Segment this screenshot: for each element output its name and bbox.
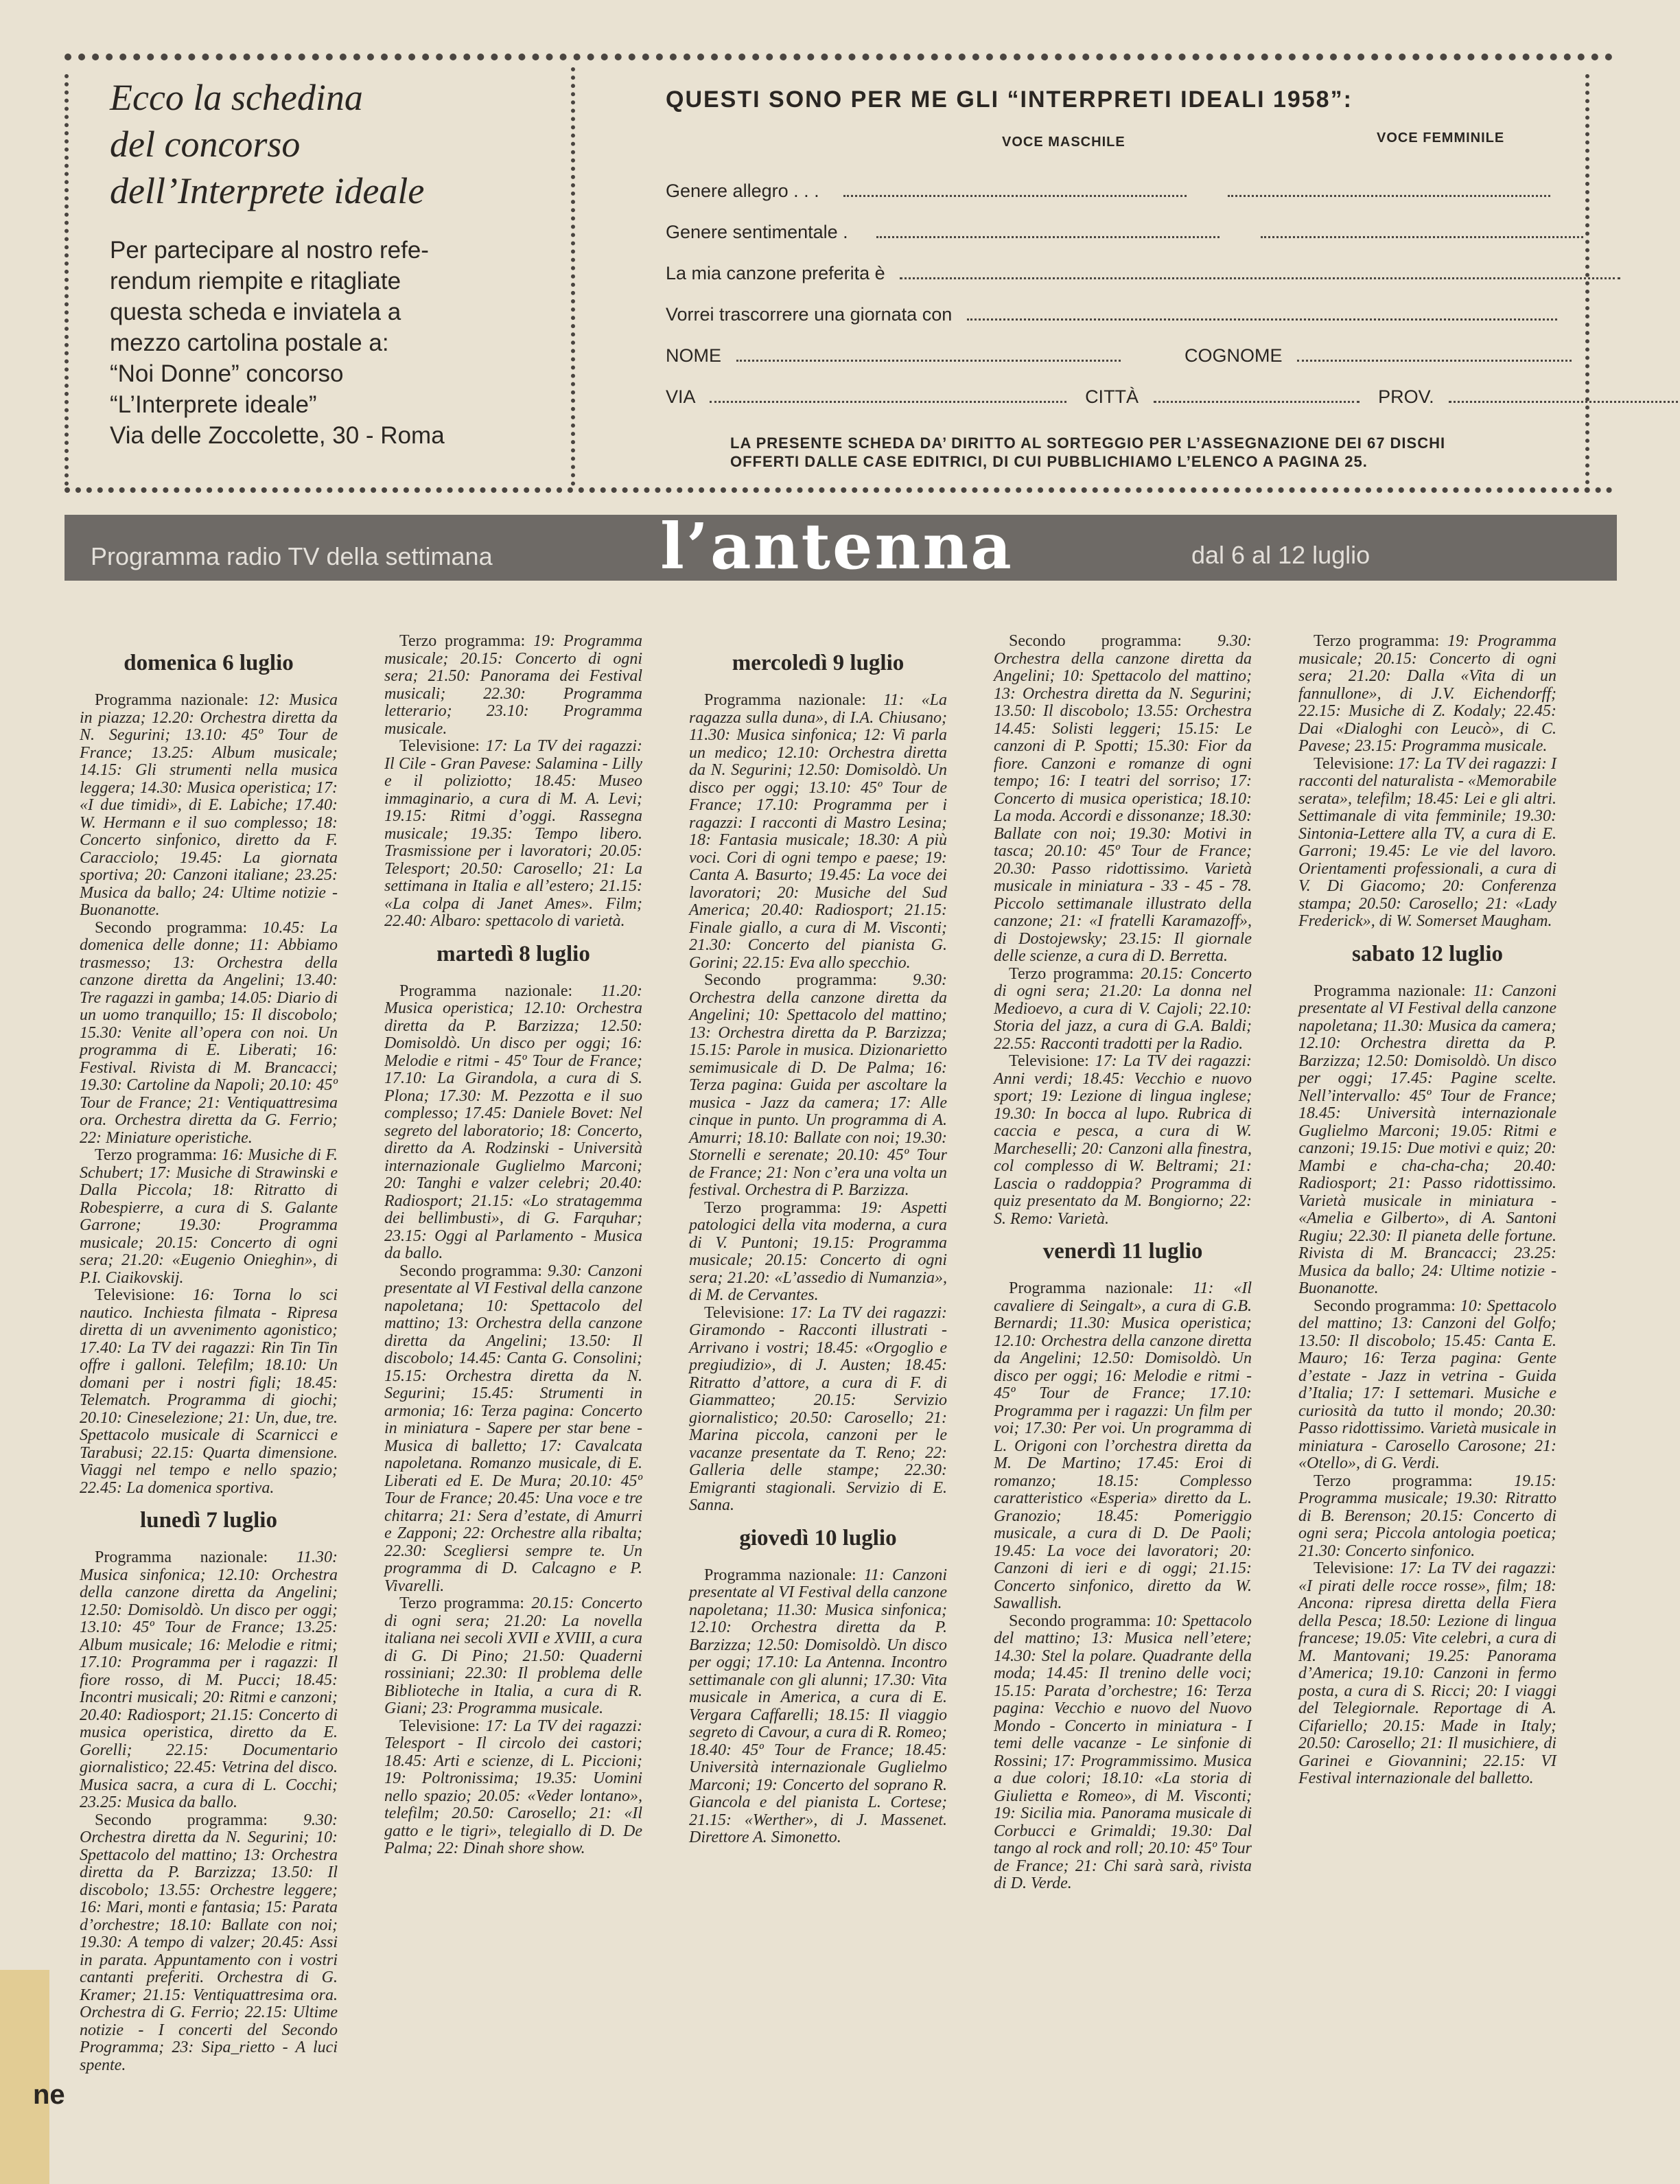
day-heading-domenica: domenica 6 luglio	[124, 651, 294, 675]
program-entry	[1298, 1560, 1556, 1788]
program-text: 10.45: La domenica delle donne; 11: Abbiamo trasmesso; 13: Orchestra della canzone diretta da Angelini; 13.40: Tre ragazzi in gamba; 14.05: Diario di un uomo tranquillo; 15: Il discobolo; 15.30: Venite all’opera con noi. Un programma di E. Liberati; 16: Festival. Rivista di M. Brancacci; 19.30: Cartoline da Napoli; 20.10: 45º Tour de France; 21: Ventiquattresima ora. Orchestra diretta da G. Ferrio; 22: Miniature operistiche.	[80, 918, 338, 1147]
coupon-title-line: dell’Interprete ideale	[110, 170, 425, 211]
program-text: 17: La TV dei ragazzi: «I pirati delle rocce rosse», film; 18: Ancona: ripresa diretta della Fiera della Pesca; 18.50: Lezione di lingua francese; 19.05: Vite celebri, a cura di M. Mantovani; 19.25: Panorama d’America; 19.10: Canzoni in fermo posta, a cura di S. Ricci; 20: I viaggi del Telegiornale. Reportage di A. Cifariello; 20.15: Made in Italy; 20.50: Carosello; 21: Il musichiere, di Garinei e Giovannini; 22.15: VI Festival internazionale del balletto.	[1298, 1559, 1556, 1787]
program-text: 11: Canzoni presentate al VI Festival della canzone napoletana; 11.30: Musica da camera; 12.10: Orchestra diretta da P. Barzizza; 12.50: Domisoldò. Un disco per oggi; 17.45: Pagine scelte. Nell’intervallo: 45º Tour de France; 18.45: Università internazionale Guglielmo Marconi; 19.05: Ritmi e canzoni; 19.15: Due motivi e quiz; 20: Mambi e cha-cha-cha; 20.40: Radiosport; 21: Passo ridottissimo. Varietà musicale in miniatura - «Amelia e Gilberto», di A. Santoni Rugiu; 22.30: Il pianeta delle fortune. Rivista di M. Brancacci; 23.25: Musica da ballo; 24: Ultime notizie - Buonanotte.	[1298, 981, 1557, 1297]
program-label: Terzo programma:	[95, 1146, 218, 1164]
program-label: Programma nazionale:	[704, 691, 866, 709]
program-entry	[1298, 1298, 1556, 1473]
female-sentimentale-field[interactable]	[1261, 218, 1583, 238]
program-label: Terzo programma:	[1314, 1472, 1473, 1490]
female-allegro-field[interactable]	[1228, 177, 1550, 197]
program-entry	[689, 1305, 947, 1515]
program-text: 12: Musica in piazza; 12.20: Orchestra diretta da N. Segurini; 13.10: 45º Tour de France; 13.25: Album musicale; 14.15: Gli strumenti nella musica leggera; 14.30: Musica operistica; 17: «I due timidi», di E. Labiche; 17.40: W. Hermann e il suo complesso; 18: Concerto sinfonico, diretto da F. Caracciolo; 19.45: La giornata sportiva; 20: Canzoni italiane; 23.25: Musica da ballo; 24: Ultime notizie - Buonanotte.	[80, 691, 338, 919]
program-label: Terzo programma:	[1009, 964, 1134, 983]
program-entry	[80, 1549, 338, 1812]
mailing-address	[110, 358, 545, 451]
program-entry	[1298, 633, 1556, 756]
coupon-info	[65, 74, 545, 486]
program-entry	[689, 1200, 947, 1305]
instruction-line: Per partecipare al nostro refe-	[110, 237, 429, 264]
program-label: Secondo programma:	[95, 1811, 268, 1829]
program-text: 10: Spettacolo del mattino; 13: Canzoni del Golfo; 13.50: Il discobolo; 15.45: Canta E. Mauro; 16: Terza pagina: Gente d’estate - Jazz in vetrina - Guida d’Italia; 17: I settemari. Musiche e curiosità da tutto il mondo; 20.30: Passo ridottissimo. Varietà musicale in miniatura - Carosello Carosone; 21: «Otello», di G. Verdi.	[1298, 1297, 1556, 1472]
schedule-column-2	[384, 633, 642, 1858]
program-entry	[689, 692, 947, 972]
program-label: Programma nazionale:	[95, 1548, 268, 1566]
banner-date-range: dal 6 al 12 luglio	[1191, 541, 1370, 569]
coupon-title-line: del concorso	[110, 124, 301, 165]
citta-label: CITTÀ	[1085, 386, 1139, 407]
program-text: 17: La TV dei ragazzi: Telesport - Il circolo dei castori; 18.45: Arti e scienze, di L. Piccioni; 19: Poltronissima; 19.35: Uomini nello spazio; 20.05: «Veder lontano», telefilm; 20.50: Carosello; 21: «Il gatto e le tigri», telegiallo di D. De Palma; 22: Dinah shore show.	[384, 1717, 642, 1857]
via-field[interactable]	[710, 383, 1066, 403]
row-genere-sentimentale	[666, 218, 1583, 243]
coupon-divider	[571, 67, 575, 486]
column-female-voice: VOCE FEMMINILE	[1377, 130, 1505, 146]
giornata-label: Vorrei trascorrere una giornata con	[666, 304, 953, 325]
canzone-label: La mia canzone preferita è	[666, 263, 885, 283]
nome-field[interactable]	[736, 342, 1121, 362]
row-giornata	[666, 301, 1557, 325]
program-label: Terzo programma:	[399, 632, 526, 650]
program-label: Televisione:	[1009, 1052, 1089, 1070]
canzone-field[interactable]	[900, 259, 1620, 279]
banner-title: l’antenna	[660, 509, 1014, 583]
program-entry	[994, 1280, 1252, 1613]
program-label: Televisione:	[95, 1286, 175, 1304]
program-entry	[80, 1287, 338, 1497]
program-entry	[384, 1718, 642, 1858]
coupon-form	[600, 74, 1588, 486]
program-entry	[1298, 756, 1556, 931]
coupon-box	[65, 54, 1613, 493]
program-entry	[384, 1263, 642, 1596]
program-label: Programma nazionale:	[1009, 1279, 1174, 1297]
row-canzone	[666, 259, 1620, 284]
program-entry	[80, 1147, 338, 1287]
coupon-right-border	[1585, 74, 1589, 493]
instruction-line: mezzo cartolina postale a:	[110, 329, 389, 356]
program-label: Televisione:	[1314, 754, 1394, 773]
program-text: 9.30: Orchestra diretta da N. Segurini; 10: Spettacolo del mattino; 13: Orchestra diretta da P. Barzizza; 13.50: Il discobolo; 13.55: Orchestre leggere; 16: Mari, monti e fantasia; 15: Parata d’orchestre; 18.10: Ballate con noi; 19.30: A tempo di valzer; 20.45: Assi in parata. Appuntamento con i vostri cantanti preferiti. Orchestra di G. Kramer; 21.15: Ventiquattresima ora. Orchestra di G. Ferrio; 22.15: Ultime notizie - I concerti del Secondo Programma; 23: Sipa_rietto - A luci spente.	[80, 1811, 338, 2074]
genere-allegro-label: Genere allegro . . .	[666, 181, 819, 201]
margin-mark: ne	[33, 2080, 65, 2110]
coupon-title	[110, 74, 545, 214]
program-label: Secondo programma:	[704, 971, 877, 989]
program-text: 19: Programma musicale; 20.15: Concerto di ogni sera; 21.50: Panorama dei Festival musicali; 22.30: Programma letterario; 23.10: Programma musicale.	[384, 632, 643, 738]
program-label: Programma nazionale:	[1314, 981, 1466, 1000]
program-text: 9.30: Canzoni presentate al VI Festival della canzone napoletana; 10: Spettacolo del mattino; 13: Orchestra della canzone diretta da Angelini; 13.50: Il discobolo; 14.45: Canta G. Consolini; 15.15: Orchestra diretta da N. Segurini; 15.45: Strumenti in armonia; 16: Terza pagina: Concerto in miniatura - Sapere per star bene - Musica di balletto; 17: Cavalcata napoletana. Romanzo musicale, di E. Liberati ed E. De Mura; 20.10: 45º Tour de France; 20.45: Una voce e tre chitarra; 21: Sera d’estate, di Amurri e Zapponi; 22: Orchestre alla ribalta; 22.30: Scegliersi sempre te. Un programma di D. Calcagno e P. Vivarelli.	[384, 1262, 643, 1595]
program-text: 11: Canzoni presentate al VI Festival della canzone napoletana; 11.30: Musica sinfonica; 12.10: Orchestra diretta da P. Barzizza; 12.50: Domisoldò. Un disco per oggi; 17.10: La Antenna. Incontro settimanale con gli alunni; 17.30: Vita musicale in America, a cura di E. Vergara Caffarelli; 18.15: Il viaggio segreto di Cavour, a cura di R. Romeo; 18.40: 45º Tour de France; 18.45: Università internazionale Guglielmo Marconi; 19: Concerto del soprano R. Giancola e del pianista L. Cortese; 21.15: «Werther», di J. Massenet. Direttore A. Simonetto.	[689, 1566, 948, 1846]
schedule-column-3	[689, 633, 947, 1847]
antenna-banner	[65, 509, 1617, 583]
address-line: “L’Interprete ideale”	[110, 391, 317, 418]
cognome-field[interactable]	[1297, 342, 1572, 362]
program-entry	[689, 972, 947, 1200]
program-text: 19.15: Programma musicale; 19.30: Ritratto di B. Berenson; 20.15: Concerto di ogni sera; Piccola antologia poetica; 21.30: Concerto sinfonico.	[1298, 1472, 1557, 1560]
program-label: Terzo programma:	[704, 1198, 841, 1217]
giornata-field[interactable]	[967, 301, 1557, 321]
row-genere-allegro	[666, 177, 1550, 202]
program-entry	[994, 633, 1252, 966]
nome-label: NOME	[666, 345, 721, 366]
program-label: Secondo programma:	[1009, 1612, 1151, 1630]
day-heading-mercoledi: mercoledì 9 luglio	[732, 651, 905, 675]
footnote-line: LA PRESENTE SCHEDA DA’ DIRITTO AL SORTEGGIO PER L’ASSEGNAZIONE DEI 67 DISCHI	[730, 434, 1446, 452]
prov-field[interactable]	[1449, 383, 1680, 403]
program-label: Televisione:	[704, 1303, 784, 1322]
program-entry	[80, 1812, 338, 2075]
program-label: Terzo programma:	[1314, 632, 1440, 650]
program-text: 19: Programma musicale; 20.15: Concerto di ogni sera; 21.20: Dalla «Vita di un fannullone», di J.V. Eichendorff; 22.15: Musiche di Z. Kodaly; 22.45: Dai «Dialoghi con Leucò», di C. Pavese; 23.15: Programma musicale.	[1298, 632, 1557, 755]
program-text: 17: La TV dei ragazzi: Il Cile - Gran Pavese: Salamina - Lilly e il poliziotto; 18.45: Museo immaginario, a cura di M. A. Levi; 19.15: Ritmi d’oggi. Rassegna musicale; 19.35: Tempo libero. Trasmissione per i lavoratori; 20.05: Telesport; 20.50: Carosello; 21: La settimana in Italia e all’estero; 21.15: «La colpa di Janet Ames». Film; 22.40: Albaro: spettacolo di varietà.	[384, 737, 642, 930]
program-label: Programma nazionale:	[399, 981, 573, 1000]
program-entry	[384, 633, 642, 738]
program-text: 20.15: Concerto di ogni sera; 21.20: La novella italiana nei secoli XVII e XVIII, a cura di G. Di Pino; 21.50: Quaderni rossiniani; 22.30: Il problema delle Biblioteche in Italia, a cura di R. Giani; 23: Programma musicale.	[384, 1594, 643, 1717]
male-sentimentale-field[interactable]	[876, 218, 1220, 238]
instruction-line: questa scheda e inviatela a	[110, 299, 401, 325]
program-text: 11: «La ragazza sulla duna», di I.A. Chiusano; 11.30: Musica sinfonica; 12: Vi parla un medico; 12.10: Orchestra diretta da N. Segurini; 12.50: Domisoldò. Un disco per oggi; 13.10: 45º Tour de France; 17.10: Programma per i ragazzi: I racconti di Mastro Lesina; 18: Fantasia musicale; 18.30: A più voci. Cori di ogni tempo e paese; 19: Canta A. Basurto; 19.45: La voce dei lavoratori; 20: Musiche del Sud America; 20.40: Radiosport; 21.15: Finale giallo, a cura di M. Visconti; 21.30: Concerto del pianista G. Gorini; 22.15: Eva allo specchio.	[689, 691, 947, 972]
form-heading: QUESTI SONO PER ME GLI “INTERPRETI IDEALI 1958”:	[666, 86, 1353, 113]
program-label: Secondo programma:	[1009, 632, 1182, 650]
program-label: Secondo programma:	[1314, 1297, 1456, 1315]
program-text: 9.30: Orchestra della canzone diretta da Angelini; 10: Spettacolo del mattino; 13: Orchestra diretta da N. Segurini; 13.50: Il discobolo; 13.55: Orchestra 14.45: Solisti leggeri; 15.15: Le canzoni di P. Spotti; 15.30: Fior da fiore. Canzoni e romanze di ogni tempo; 16: I teatri del sorriso; 17: Concerto di musica operistica; 18.10: La moda. Accordi e dissonanze; 18.30: Ballate con noi; 19.30: Motivi in tasca; 20.10: 45º Tour de France; 20.30: Passo ridottissimo. Varietà musicale in miniatura - 33 - 45 - 78. Piccolo settimanale illustrato della canzone; 21: «I fratelli Karamazoff», di Dostojewsky; 23.15: Il giornale delle scienze, a cura di D. Berretta.	[994, 632, 1252, 965]
day-heading-sabato: sabato 12 luglio	[1351, 941, 1504, 966]
program-entry	[994, 1613, 1252, 1893]
program-text: 17: La TV dei ragazzi: Giramondo - Racconti illustrati - Arrivano i vostri; 18.45: «Orgoglio e pregiudizio», di J. Austen; 18.45: Ritratto d’attore, a cura di F. di Giammatteo; 20.15: Servizio giornalistico; 20.50: Carosello; 21: Marina piccola, canzoni per le vacanze presentate da T. Reno; 22: Galleria delle stampe; 22.30: Emigranti stagionali. Servizio di E. Sanna.	[689, 1303, 947, 1514]
banner-subtitle: Programma radio TV della settimana	[91, 542, 493, 570]
via-label: VIA	[666, 386, 695, 407]
program-text: 10: Spettacolo del mattino; 13: Musica nell’etere; 14.30: Stel la polare. Quadrante della moda; 14.45: Il trenino delle voci; 15.15: Parata d’orchestre; 16: Terza pagina: Vecchio e nuovo del Nuovo Mondo - Concerto in miniatura - I temi delle vacanze - Le sinfonie di Rossini; 17: Programmissimo. Musica a due colori; 18.10: «La storia di Giulietta e Romeo», di M. Visconti; 19: Sicilia mia. Panorama musicale di Corbucci e Grimaldi; 19.30: Dal tango al rock and roll; 20.10: 45º Tour de France; 21: Chi sarà sarà, rivista di D. Verde.	[994, 1612, 1252, 1892]
program-entry	[384, 738, 642, 931]
coupon-title-line: Ecco la schedina	[110, 77, 363, 118]
program-text: 16: Musiche di F. Schubert; 17: Musiche di Strawinski e Dalla Piccola; 18: Ritratto di Robespierre, a cura di S. Galante Garrone; 19.30: Programma musicale; 20.15: Concerto di ogni sera; 21.20: «Eugenio Onieghin», di P.I. Ciaikovskij.	[80, 1146, 338, 1287]
address-line: Via delle Zoccolette, 30 - Roma	[110, 422, 445, 449]
citta-field[interactable]	[1154, 383, 1360, 403]
address-line: “Noi Donne” concorso	[110, 360, 344, 387]
program-text: 19: Aspetti patologici della vita moderna, a cura di V. Puntoni; 19.15: Programma musicale; 20.15: Concerto di ogni sera; 21.20: «L’assedio di Numanzia», di M. de Cervantes.	[689, 1198, 948, 1304]
coupon-instructions	[110, 235, 545, 358]
genere-sentimentale-label: Genere sentimentale .	[666, 222, 848, 242]
row-nome	[666, 342, 1572, 367]
schedule-column-1	[80, 633, 338, 2074]
program-text: 17: La TV dei ragazzi: I racconti del naturalista - «Memorabile serata», telefilm; 18.45: Lei e gli altri. Settimanale di vita femminile; 19.30: Sintonia-Lettere alla TV, a cura di E. Garroni; 19.45: Le vie del lavoro. Orientamenti professionali, a cura di V. Di Giacomo; 20: Conferenza stampa; 20.50: Carosello; 21: «Lady Frederick», di W. Somerset Maugham.	[1298, 754, 1557, 930]
coupon-footnote	[730, 434, 1445, 471]
program-label: Programma nazionale:	[95, 691, 249, 709]
program-entry	[1298, 983, 1556, 1298]
program-label: Secondo programma:	[95, 918, 248, 937]
program-text: 16: Torna lo sci nautico. Inchiesta filmata - Ripresa diretta di un avvenimento agonistico; 17.40: La TV dei ragazzi: Rin Tin Tin offre i galloni. Telefilm; 18.10: Un domani per i nostri figli; 18.45: Telematch. Programma di giochi; 20.10: Cineselezione; 21: Un, due, tre. Spettacolo musicale di Scarnicci e Tarabusi; 22.15: Quarta dimensione. Viaggi nel tempo e nello spazio; 22.45: La domenica sportiva.	[80, 1286, 338, 1497]
program-entry	[994, 1053, 1252, 1228]
day-heading-martedi: martedì 8 luglio	[436, 941, 590, 966]
program-label: Televisione:	[399, 737, 480, 755]
day-heading-giovedi: giovedì 10 luglio	[739, 1525, 897, 1550]
program-label: Terzo programma:	[399, 1594, 524, 1612]
male-allegro-field[interactable]	[843, 177, 1187, 197]
program-label: Secondo programma:	[399, 1262, 542, 1280]
schedule-column-4	[994, 633, 1252, 1893]
instruction-line: rendum riempite e ritagliate	[110, 268, 401, 294]
day-heading-venerdi: venerdì 11 luglio	[1042, 1239, 1203, 1264]
prov-label: PROV.	[1378, 386, 1434, 407]
program-text: 17: La TV dei ragazzi: Anni verdi; 18.45: Vecchio e nuovo sport; 19: Lezione di lingua inglese; 19.30: In bocca al lupo. Rubrica di caccia e pesca, a cura di W. Marcheselli; 20: Canzoni alla finestra, col complesso di W. Beltrami; 21: Lascia o raddoppia? Programma di quiz presentato da M. Bongiorno; 22: S. Remo: Varietà.	[994, 1052, 1252, 1228]
footnote-line: OFFERTI DALLE CASE EDITRICI, DI CUI PUBBLICHIAMO L’ELENCO A PAGINA 25.	[730, 453, 1368, 470]
program-text: 20.15: Concerto di ogni sera; 21.20: La donna nel Medioevo, a cura di V. Cajoli; 22.10: Storia del jazz, a cura di G.A. Baldi; 22.55: Racconti tradotti per la Radio.	[994, 964, 1252, 1053]
program-text: 9.30: Orchestra della canzone diretta da Angelini; 10: Spettacolo del mattino; 13: Orchestra diretta da P. Barzizza; 15.15: Parole in musica. Dizionarietto semimusicale di D. De Palma; 16: Terza pagina: Guida per ascoltare la musica - Jazz da camera; 17: Alle cinque in punto. Un programma di A. Amurri; 18.10: Ballate con noi; 19.30: Stornelli e serenate; 20.10: 45º Tour de France; 21: Non c’era una volta un festival. Orchestra di P. Barzizza.	[689, 971, 947, 1199]
program-entry	[1298, 1473, 1556, 1561]
schedule-column-5	[1298, 633, 1556, 1788]
program-text: 11.30: Musica sinfonica; 12.10: Orchestra della canzone diretta da Angelini; 12.50: Domisoldò. Un disco per oggi; 13.10: 45º Tour de France; 13.25: Album musicale; 16: Melodie e ritmi; 17.10: Programma per i ragazzi: Il fiore rosso, di M. Pucci; 18.45: Incontri musicali; 20: Ritmi e canzoni; 20.40: Radiosport; 21.15: Concerto di musica operistica, diretto da E. Gorelli; 22.15: Documentario giornalistico; 22.45: Vetrina del disco. Musica sacra, a cura di L. Cocchi; 23.25: Musica da ballo.	[80, 1548, 338, 1811]
paper-stain	[0, 1970, 49, 2184]
program-entry	[384, 983, 642, 1263]
program-entry	[384, 1595, 642, 1718]
column-male-voice: VOCE MASCHILE	[1002, 135, 1125, 150]
program-entry	[689, 1567, 947, 1847]
cognome-label: COGNOME	[1185, 345, 1283, 366]
program-entry	[80, 920, 338, 1148]
program-label: Programma nazionale:	[704, 1566, 856, 1584]
program-entry	[80, 692, 338, 920]
program-label: Televisione:	[1314, 1559, 1394, 1577]
program-label: Televisione:	[399, 1717, 480, 1735]
program-text: 11: «Il cavaliere di Seingalt», a cura di G.B. Bernardi; 11.30: Musica operistica; 12.10: Orchestra della canzone diretta da Angelini; 12.50: Domisoldò. Un disco per oggi; 16: Melodie e ritmi - 45º Tour de France; 17.10: Programma per i ragazzi: Un film per voi; 17.30: Per voi. Un programma di L. Origoni con l’orchestra diretta da M. De Martino; 17.45: Eroi di romanzo; 18.15: Complesso caratteristico «Esperia» diretto da L. Granozio; 18.45: Pomeriggio musicale, a cura di D. De Paoli; 19.45: La voce dei lavoratori; 20: Canzoni di ieri e di oggi; 21.15: Concerto sinfonico, diretto da W. Sawallish.	[994, 1279, 1252, 1612]
program-text: 11.20: Musica operistica; 12.10: Orchestra diretta da P. Barzizza; 12.50: Domisoldò. Un disco per oggi; 16: Melodie e ritmi - 45º Tour de France; 17.10: La Girandola, a cura di S. Plona; 17.30: M. Pezzotta e il suo complesso; 17.45: Daniele Bovet: Nel segreto del laboratorio; 18: Concerto, diretto da A. Rodzinski - Università internazionale Guglielmo Marconi; 20: Tanghi e valzer celebri; 20.40: Radiosport; 21.15: «Lo stratagemma dei bellimbusti», di G. Farquhar; 23.15: Oggi al Parlamento - Musica da ballo.	[384, 981, 642, 1262]
row-indirizzo	[666, 383, 1680, 408]
program-entry	[994, 966, 1252, 1054]
day-heading-lunedi: lunedì 7 luglio	[140, 1508, 277, 1533]
